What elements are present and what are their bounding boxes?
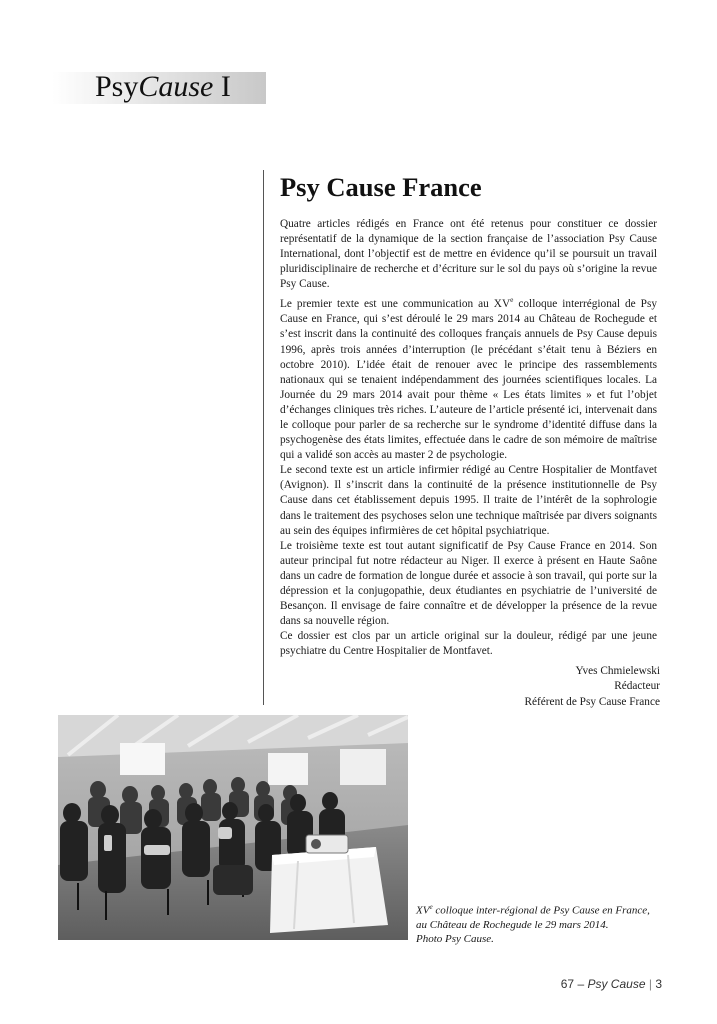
photo-caption [416,900,650,946]
folio-page-number: 3 [655,977,662,991]
caption-line-2: au Château de Rochegude le 29 mars 2014. [416,918,609,931]
masthead-word-cause: Cause [138,70,214,103]
page-folio [561,977,662,991]
folio-journal: Psy Cause [587,977,646,991]
masthead-word-psy: Psy [95,70,139,103]
signature-name: Yves Chmielewski [575,665,660,677]
paragraph-2: Le premier texte est une communication au XVe colloque interrégional de Psy Cause en France, qui s’est déroulé le 29 mars 2014 au Château de Rochegude et s’est inscrit dans la continuité des colloques français annuels de Psy Cause depuis 1996, après trois années d’interruption (le précédant s’était tenu à Béziers en octobre 2010). L’idée était de renouer avec le principe des rassemblements nationaux qui se tenaient indépendamment des journées scientifiques locales. La Journée du 29 mars 2014 avait pour thème « Les états limites » et fut l’objet d’échanges cliniques très riches. L’auteure de l’article présenté ici, intervenait dans le colloque pour parler de sa recherche sur le syndrome d’identité diffuse dans la psychogenèse des états limites, effectuée dans le cadre de son mémoire de maîtrise qui a validé son accès au master 2 de psychologie. [280,295,657,462]
article-title: Psy Cause France [280,172,482,202]
paragraph-4: Le troisième texte est tout autant significatif de Psy Cause France en 2014. Son auteur principal fut notre rédacteur au Niger. Il exerce à présent en Haute Saône dans un cadre de formation de longue durée et associe à son travail, qui porte sur la dépression et la conjugopathie, deux étudiantes en psychiatrie de l’université de Besançon. Il envisage de faire connaître et de développer la présence de la revue dans sa nouvelle région. [280,539,657,628]
article [280,170,657,659]
paragraph-3: Le second texte est un article infirmier rédigé au Centre Hospitalier de Montfavet (Avignon). Il s’inscrit dans la continuité de la présence institutionnelle de Psy Cause dans cet établissement depuis 1995. Il traite de l’intérêt de la sophrologie dans le traitement des psychoses selon une technique maîtrisée par divers soignants au sein des équipes infirmières de cet hôpital psychiatrique. [280,464,657,537]
superscript-e: e [429,903,433,911]
superscript-e: e [510,295,514,305]
signature-role: Rédacteur [614,680,660,693]
photo-illustration [58,715,408,940]
masthead-numeral: I [220,70,231,103]
paragraph-1: Quatre articles rédigés en France ont été retenus pour constituer ce dossier représentatif de la dynamique de la section française de l’association Psy Cause International, dont l’objectif est de mettre en évidence qu’il se poursuit un travail pluridisciplinaire de recherche et d’écriture sur le sol du pays où s’origine la revue Psy Cause. [280,218,657,291]
vertical-rule [263,170,264,705]
signature-block [524,664,660,710]
caption-line-3: Photo Psy Cause. [416,932,494,945]
folio-separator: | [648,977,652,991]
folio-issue: 67 [560,977,575,991]
paragraph-5: Ce dossier est clos par un article original sur la douleur, rédigé par une jeune psychiatre du Centre Hospitalier de Montfavet. [280,630,657,658]
conference-photo [58,715,408,940]
caption-line-1: XVe colloque inter-régional de Psy Cause en France, [416,903,650,917]
folio-dash: – [577,977,585,991]
masthead-title [95,70,231,104]
signature-affiliation: Référent de Psy Cause France [524,695,660,708]
